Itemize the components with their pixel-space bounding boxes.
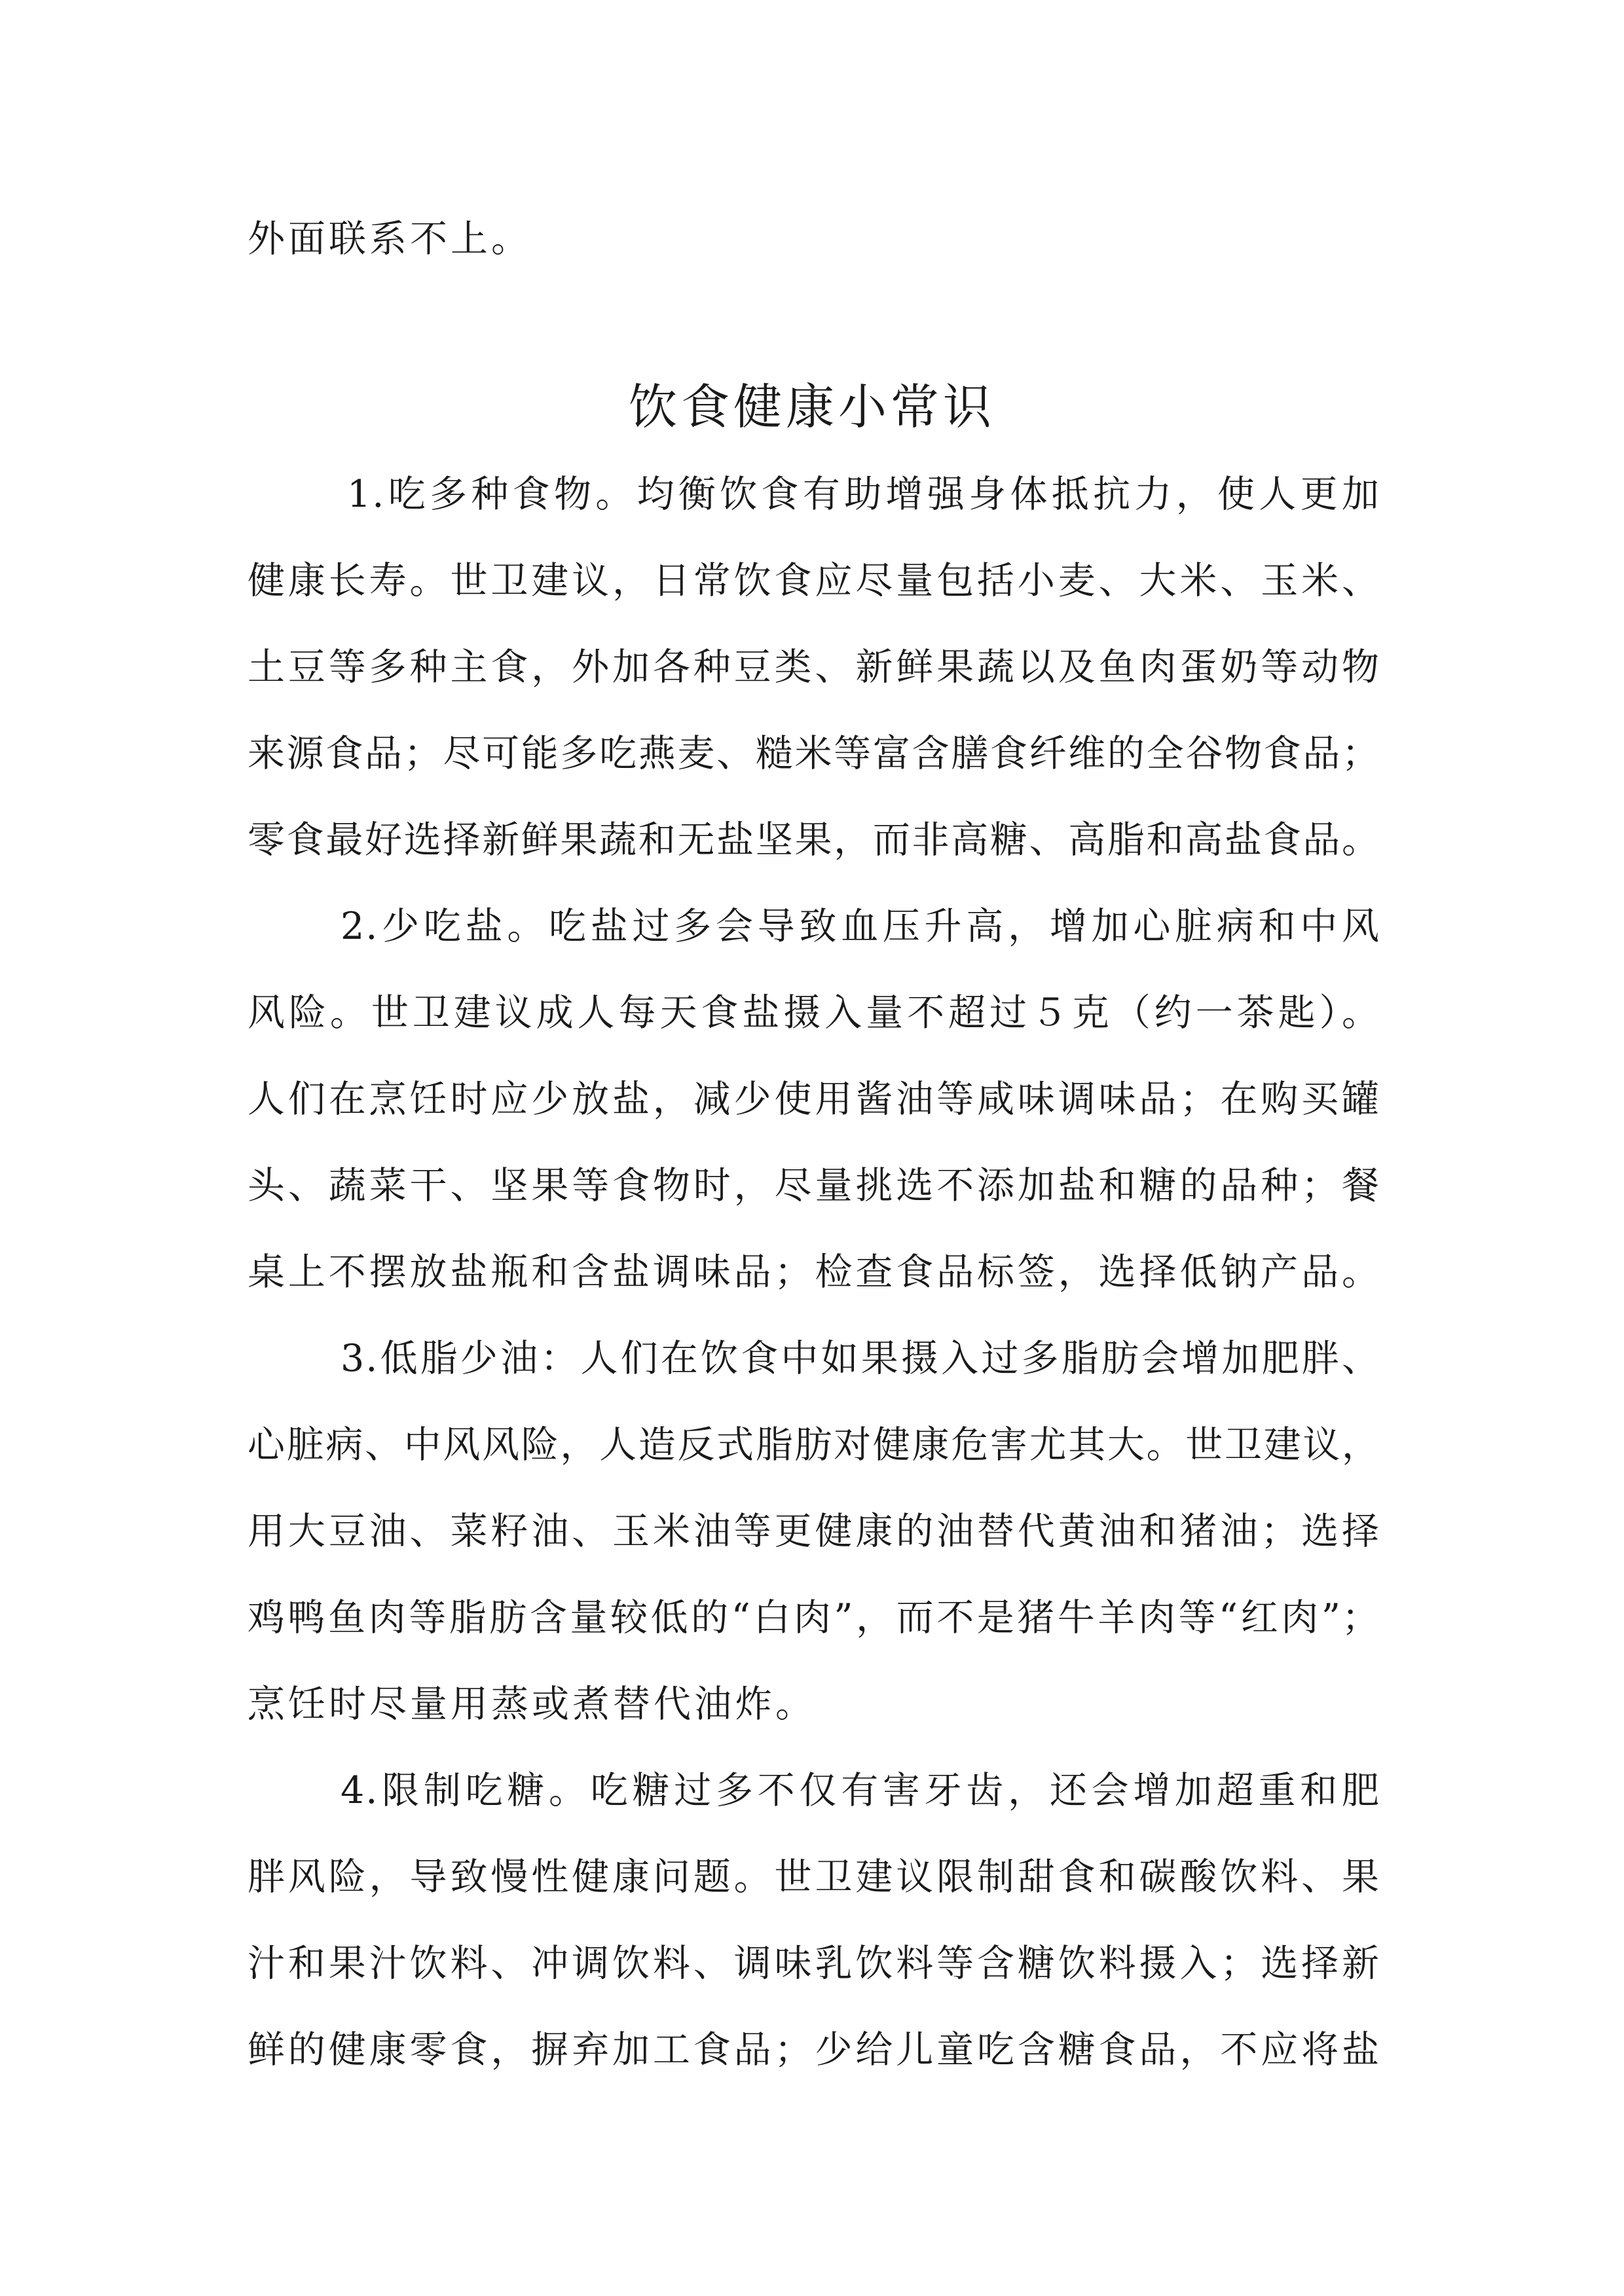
paragraph-line: 汁和果汁饮料、冲调饮料、调味乳饮料等含糖饮料摄入；选择新: [248, 1942, 1380, 1985]
document-title: 饮食健康小常识: [629, 379, 995, 435]
paragraph-line: 头、蔬菜干、坚果等食物时，尽量挑选不添加盐和糖的品种；餐: [248, 1164, 1380, 1207]
paragraph-line: 健康长寿。世卫建议，日常饮食应尽量包括小麦、大米、玉米、: [248, 559, 1380, 602]
paragraph-line: 人们在烹饪时应少放盐，减少使用酱油等咸味调味品；在购买罐: [248, 1078, 1380, 1121]
paragraph-line: 1.吃多种食物。均衡饮食有助增强身体抵抗力，使人更加: [347, 473, 1380, 516]
paragraph-line: 来源食品；尽可能多吃燕麦、糙米等富含膳食纤维的全谷物食品；: [248, 732, 1380, 775]
paragraph-line: 心脏病、中风风险，人造反式脂肪对健康危害尤其大。世卫建议，: [248, 1423, 1380, 1467]
paragraph-line: 2.少吃盐。吃盐过多会导致血压升高，增加心脏病和中风: [341, 905, 1380, 948]
paragraph-line: 胖风险，导致慢性健康问题。世卫建议限制甜食和碳酸饮料、果: [248, 1855, 1380, 1899]
paragraph-line: 4.限制吃糖。吃糖过多不仅有害牙齿，还会增加超重和肥: [341, 1769, 1380, 1812]
paragraph-line: 土豆等多种主食，外加各种豆类、新鲜果蔬以及鱼肉蛋奶等动物: [248, 646, 1380, 689]
paragraph-line: 桌上不摆放盐瓶和含盐调味品；检查食品标签，选择低钠产品。: [248, 1250, 1380, 1294]
paragraph-line: 用大豆油、菜籽油、玉米油等更健康的油替代黄油和猪油；选择: [248, 1510, 1380, 1553]
paragraph-line: 风险。世卫建议成人每天食盐摄入量不超过５克（约一茶匙）。: [248, 991, 1380, 1034]
paragraph-line: 鸡鸭鱼肉等脂肪含量较低的“白肉”，而不是猪牛羊肉等“红肉”；: [248, 1596, 1380, 1639]
paragraph-line: 烹饪时尽量用蒸或煮替代油炸。: [248, 1683, 816, 1726]
continuation-text: 外面联系不上。: [248, 217, 532, 261]
paragraph-line: 3.低脂少油：人们在饮食中如果摄入过多脂肪会增加肥胖、: [341, 1337, 1380, 1380]
paragraph-line: 零食最好选择新鲜果蔬和无盐坚果，而非高糖、高脂和高盐食品。: [248, 818, 1380, 862]
paragraph-line: 鲜的健康零食，摒弃加工食品；少给儿童吃含糖食品，不应将盐: [248, 2028, 1380, 2071]
